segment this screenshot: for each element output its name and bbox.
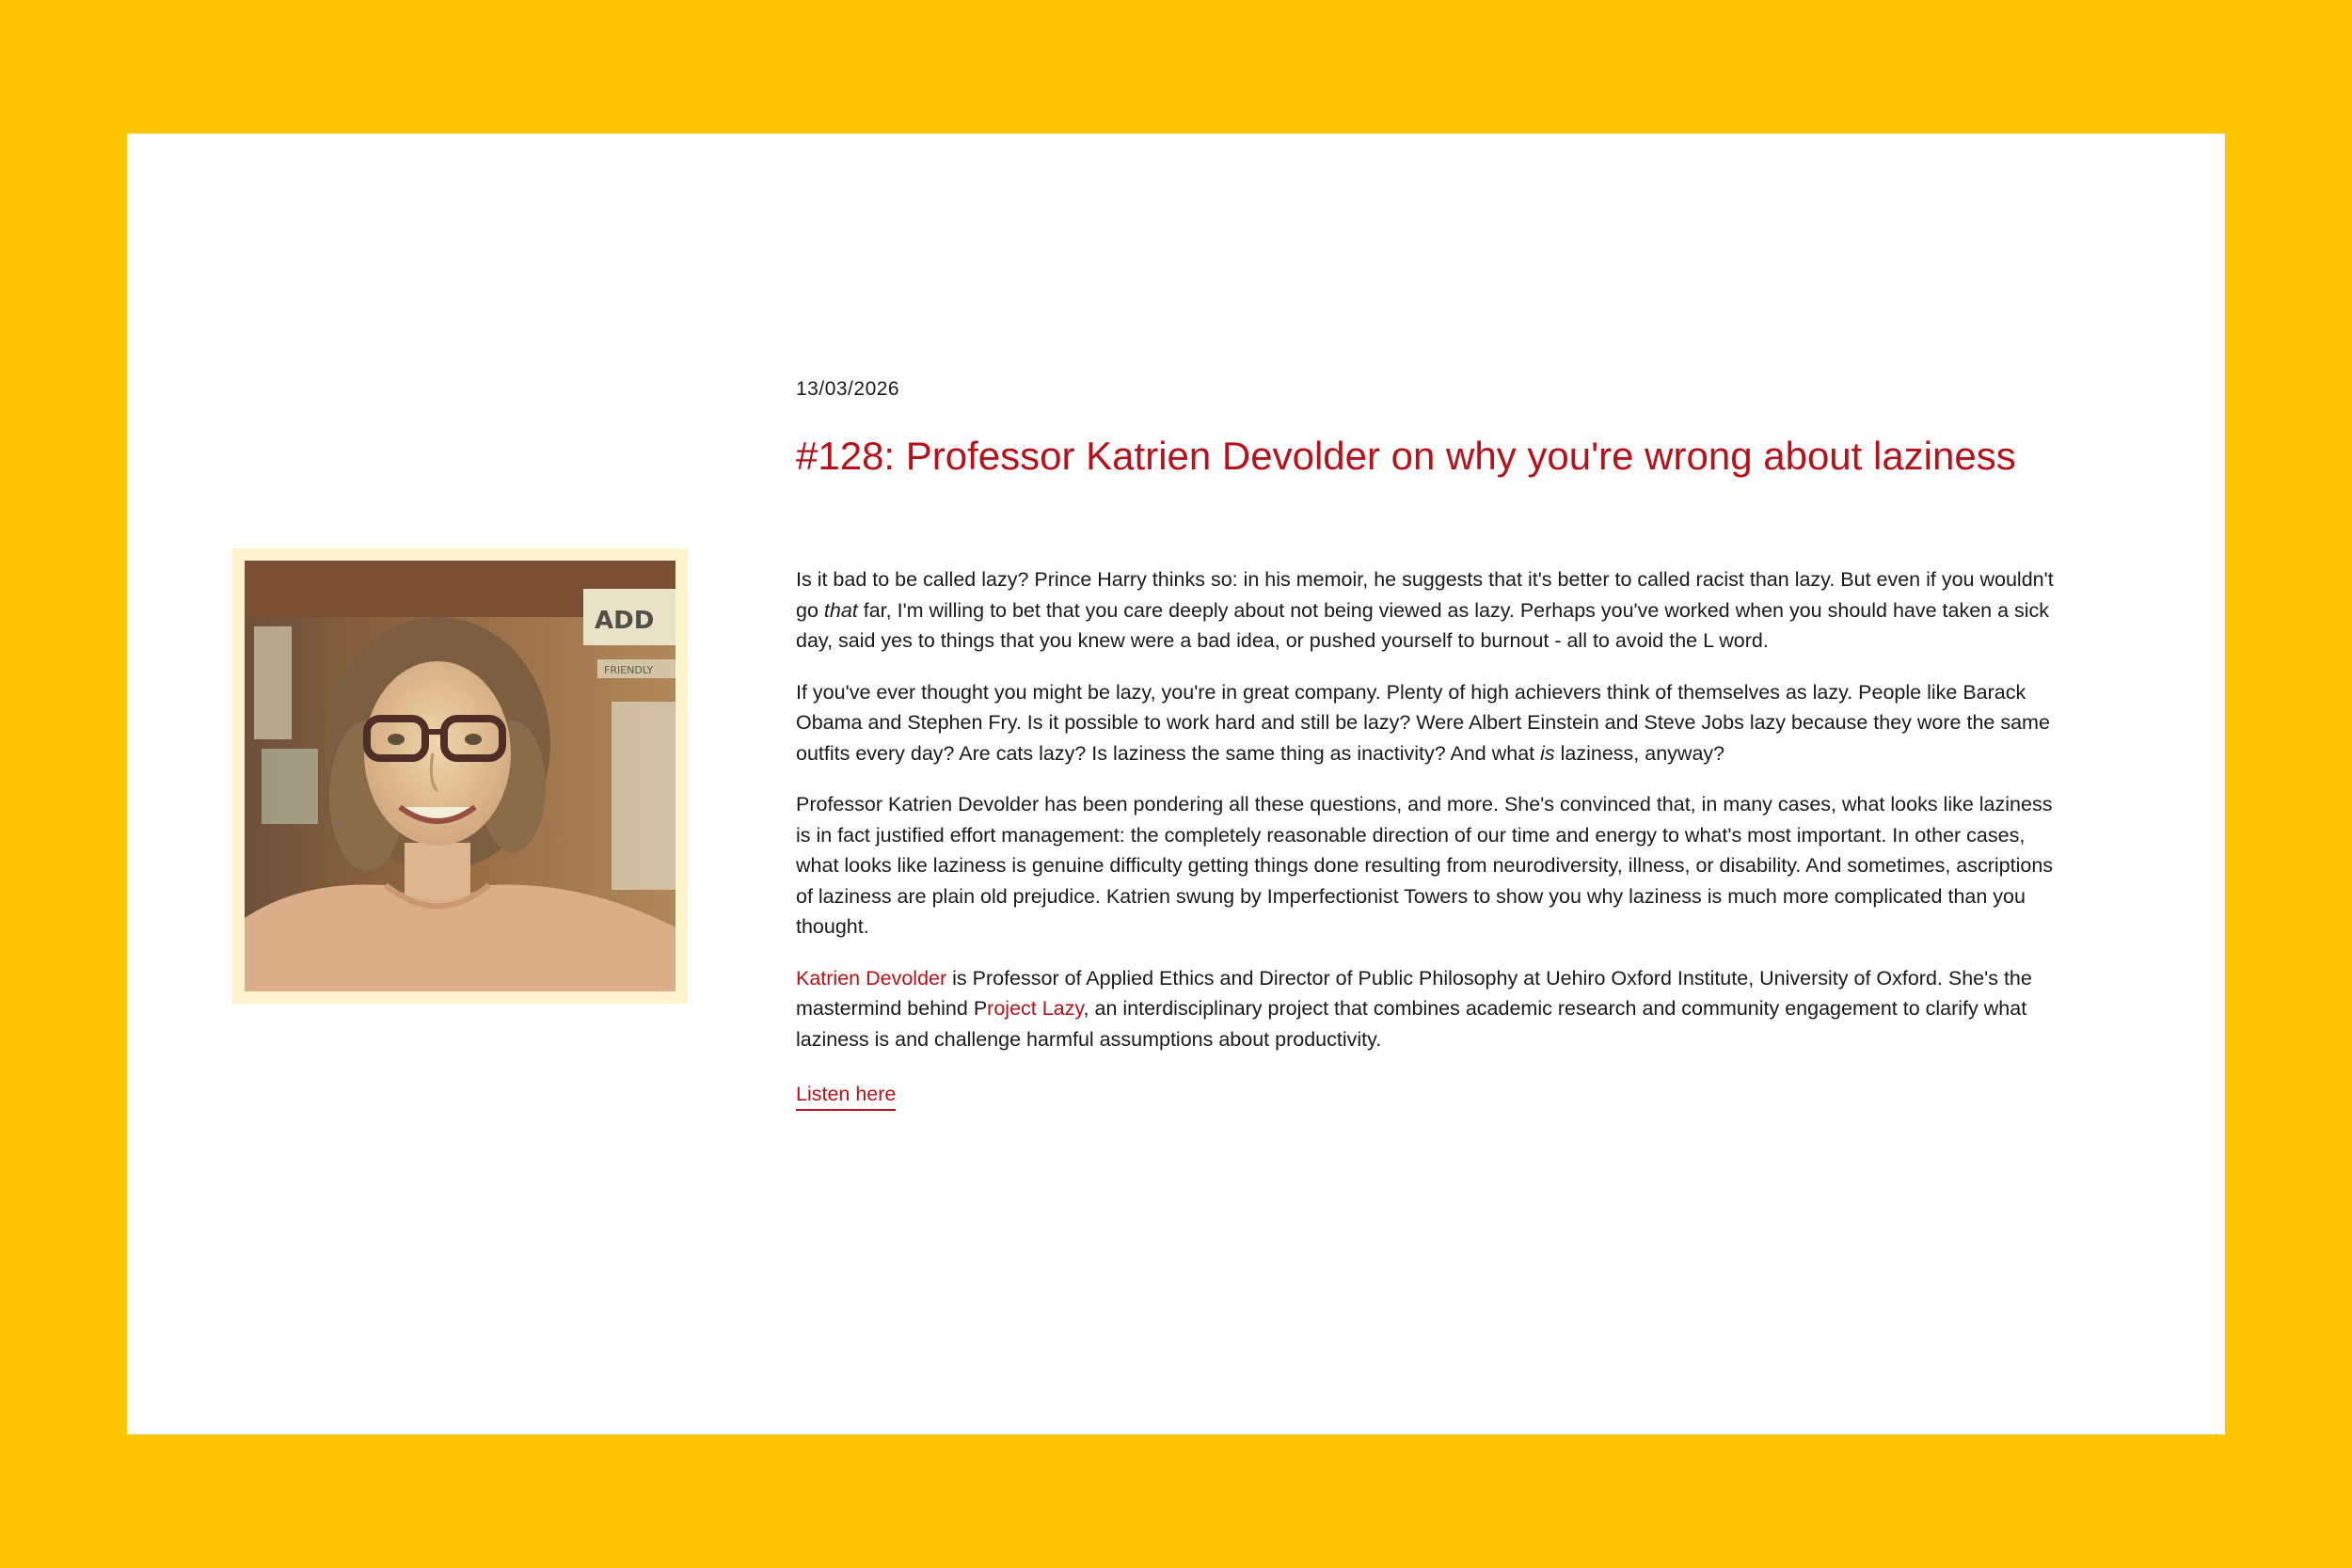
emphasis-text: that — [823, 598, 858, 622]
guest-name-link[interactable]: Katrien Devolder — [796, 966, 947, 990]
guest-photo-illustration — [245, 561, 675, 991]
paragraph-text: laziness, anyway? — [1554, 741, 1725, 765]
paragraph-text: , an interdisciplinary project that combines academic research and community engagement to clarify what laziness is and challenge harmful assumptions about productivity. — [796, 997, 2027, 1051]
guest-photo — [245, 561, 675, 991]
listen-here-link[interactable]: Listen here — [796, 1079, 896, 1111]
photo-sign-text: ADD — [595, 607, 655, 635]
episode-title: #128: Professor Katrien Devolder on why you're wrong about laziness — [796, 434, 2016, 478]
description-paragraph-3: Professor Katrien Devolder has been pondering all these questions, and more. She's convinced that, in many cases, what looks like laziness is in fact justified effort management: the completely reasonable direction of our time and energy to what's most important. In other cases, what looks like laziness is genuine difficulty getting things done resulting from neurodiversity, illness, or disability. And sometimes, ascriptions of laziness are plain old prejudice. Katrien swung by Imperfectionist Towers to show you why laziness is much more complicated than you thought. — [796, 793, 2054, 938]
description-paragraph-1 — [796, 564, 2061, 657]
emphasis-text: is — [1540, 741, 1555, 765]
description-paragraph-2 — [796, 677, 2061, 769]
photo-sign-text-2: FRIENDLY — [604, 664, 654, 676]
paragraph-text: Is it bad to be called lazy? Prince Harry thinks so: in his memoir, he suggests that it's better to called racist than lazy. But even if you wouldn't go — [796, 568, 2054, 622]
paragraph-text: If you've ever thought you might be lazy, you're in great company. Plenty of high achievers think of themselves as lazy. People like Barack Obama and Stephen Fry. Is it possible to work hard and still be lazy? Were Albert Einstein and Steve Jobs lazy because they wore the same outfits every day? Are cats lazy? Is laziness the same thing as inactivity? And what — [796, 680, 2050, 765]
paragraph-text: far, I'm willing to bet that you care deeply about not being viewed as lazy. Perhaps you've worked when you should have taken a sick day, said yes to things that you knew were a bad idea, or pushed yourself to burnout - all to avoid the L word. — [796, 598, 2050, 652]
project-lazy-link[interactable]: roject Lazy — [987, 997, 1084, 1020]
episode-date: 13/03/2026 — [796, 378, 900, 400]
guest-photo-frame — [232, 548, 688, 1004]
episode-card — [127, 134, 2225, 1434]
paragraph-text: is Professor of Applied Ethics and Director of Public Philosophy at Uehiro Oxford Institute, University of Oxford. She's the mastermind behind P — [796, 966, 2032, 1020]
episode-description — [796, 564, 2061, 1111]
description-paragraph-4 — [796, 963, 2061, 1055]
